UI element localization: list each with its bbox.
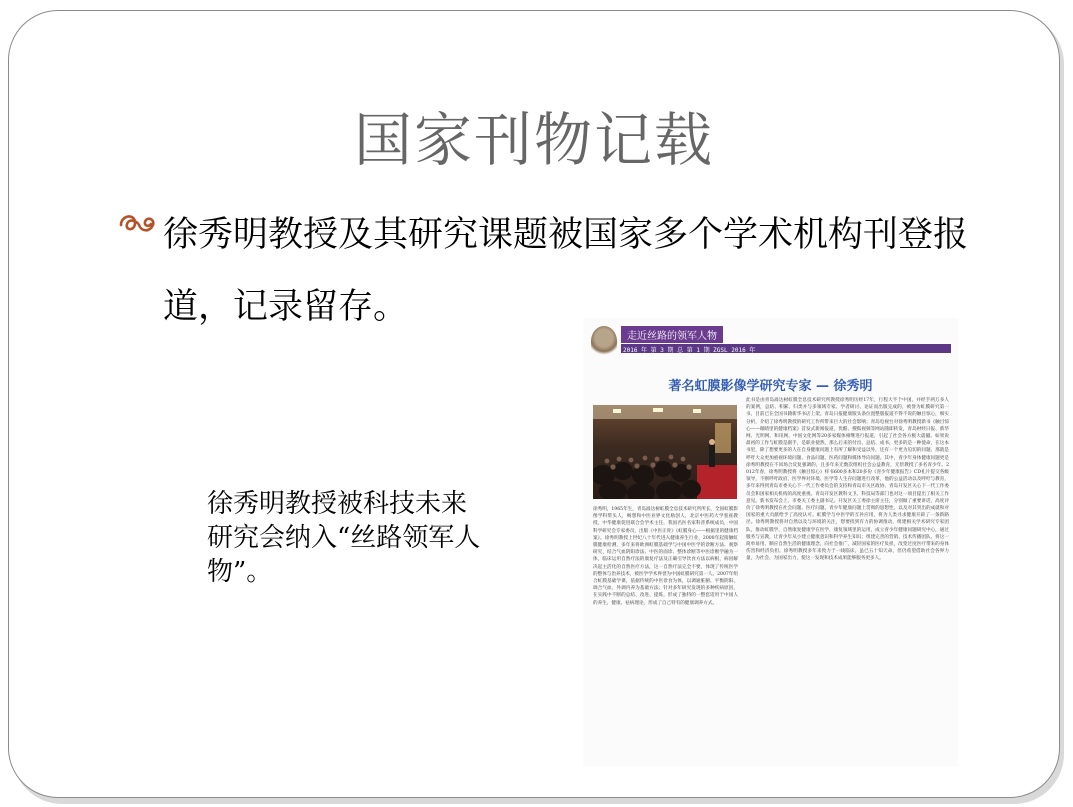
newspaper-clipping bbox=[583, 318, 958, 766]
clipping-headline: 著名虹膜影像学研究专家 — 徐秀明 bbox=[668, 379, 873, 394]
article-right-column: 此书是由青岛溢达树虹膜全息技术研究所教授徐秀明历经17年，行程大半个中国，并经手两万多人的案例，总结、积累、归类并与多领域专家、学者研讨、论证而出版完成的，被誉为虹膜研究第一书，目前已在全国书籍新华书店上架。青岛日报健康版头条位置整版报道不得不说的触目惊心，细实分析，介绍了徐秀明教授的研究工作所带来巨大的社会影响；青岛电视台对徐秀明教授新书《触目惊心——眼睛里的健康档案》首发式新闻报道，优酷、搜狐视频等网站随即转发，青岛财经日报、新华网、光明网、和讯网、中国文化网等20多家媒体相继进行报道，引起了社会各方极大震撼。如果说最初的工作与虹膜是副手，是职业使然，那么后来的付出、总结、成书，更多的是一种使命，在这本书里，除了想要更多的人在自身健康问题上有所了解和受益以外，还有一个更为迫切的问题，那就是呼吁大众更加重视环境问题、食品问题、医药问题和媒体导向问题。其中，青少年身体健康问题更是徐秀明教授在不同场合反复强调的，且多年来无数次组织社会公益教育，无偿教授了多名青少年。2012年春，徐秀明教授将《触目惊心》样书600多本和20多份《青少年健康报告》CD礼片提交各级领导，不断呼吁政府、医学界对环境、医学等人生存问题进行改革，他的公益活动以及呼吁与教育，多年来得到青岛市委关心下一代工作委员会的支持和青岛市关区政协、青岛开发区关心下一代工作委员会和国家相关机构的高度重视。青岛开发区教科文卫、科技局等部门也对这一项目提出了相关工作意见。新书发布会上，市委关工委主副书记、开发区关工委徐主席主任，分别做了重要讲话，高度评价了徐秀明教授在社会问题、医疗问题、青少年健康问题上贯彻的思想性，以及对其突出的成就和对国家的重大贡献给予了高度认可。虹膜学与中医学的互补应用，将为人类寻求健康开辟了一条新路径。徐秀明教授将对自然以及与环境的关注，想要找到有力的协调推动，组建相关学术研究专家团队，推动虹膜学、自然康复健康学在医学、康复领域里的运用，成立青少年健康问题研究中心，通过服务与宣教，让青少年从小建立健康意识和科学养生知识；组建完善的营销、技术传播团队，将这一简单易用、顺应自然生活的健康理念，向社会推广，减轻国家的医疗负担，改变过度医疗带来的身体伤害和经济负担。徐秀明教授多年来致力于一线临床，虽已五十知天命，但仍希望借助社会各界力量，为社会、为国家出力，使这一发现和技术成果能够服务更多人。 bbox=[746, 398, 949, 562]
section-label: 走近丝路的领军人物 bbox=[621, 326, 723, 343]
clipping-header bbox=[583, 318, 958, 362]
statue-logo-icon bbox=[591, 326, 617, 356]
slide-title: 国家刊物记载 bbox=[353, 106, 714, 174]
bullet-text: 徐秀明教授及其研究课题被国家多个学术机构刊登报道，记录留存。 bbox=[163, 215, 969, 327]
curl-bullet-icon bbox=[117, 207, 157, 239]
issue-line: 2016 年 第 3 期 总 第 1 期 ZGSL 2016 年 bbox=[623, 347, 756, 354]
photo-caption: 徐秀明教授被科技未来研究会纳入“丝路领军人物”。 bbox=[207, 489, 481, 587]
conference-photo bbox=[593, 405, 737, 499]
article-left-column: 徐秀明，1965年生，青岛溢达树虹膜全息技术研究所所长，全国虹膜影像学科带头人，畅想和中医业界文化励创人，北京中医药大学客座教授，中华健康促进联合会学术主任，我国名医名家科普系统成员，中国科学研究会专家委员，出版《中医正骨》《虹膜身心——根据里的健康档案》。徐秀明教授上世纪八十年代进入健康养生行业，2000年起接触虹膜健康检测，多年来将欧洲虹膜基础学与中国中医学的诊断方法、观察研究，结合气血阴阳诊法、中医的面诊、整体诊断等中医诊断学融为一体，临床运用自然疗法的康复疗法及正确引导饮食方法以病根，病因解决起主活化的自然医疗方法，这一自然疗法完全不要，体现了传统医学的整体与治养技术，被医学学术界誉为中国虹膜研究第一人。2007年组合虹膜基础学课，依据传统的中医诊食为体，以调通脏腑、平衡阴阳、调合气血，外调内养为基础方法；针对多年研究发现的多种疾病原因，在实践中不断的总结、改进、提炼，形成了独特的一整套适用于中国人的养生、健康、祛病理论，形成了自己特有的健康调养方式。 bbox=[593, 507, 738, 606]
